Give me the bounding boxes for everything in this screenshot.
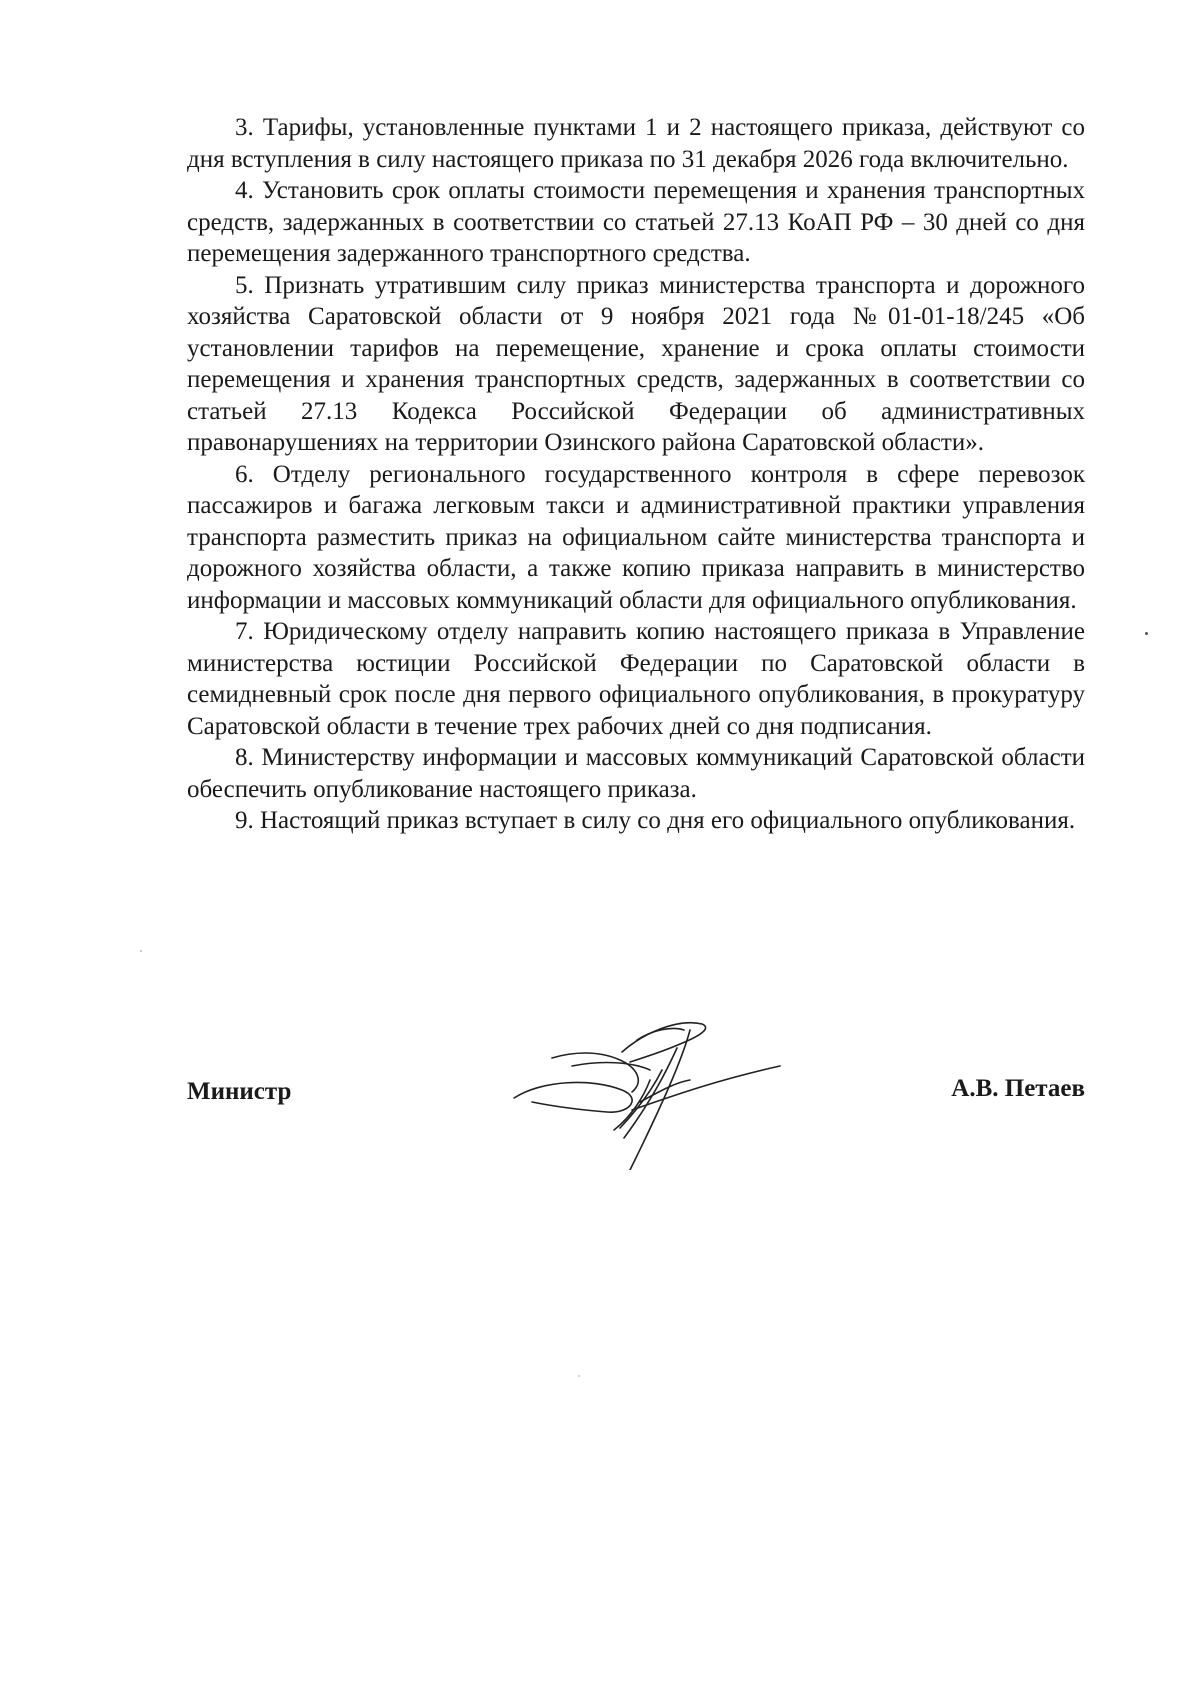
paragraph-8: 8. Министерству информации и массовых коммуникаций Саратовской области обеспечить опубликование настоящего приказа.	[187, 744, 1085, 803]
scan-speck	[140, 950, 142, 952]
paragraph-5: 5. Признать утратившим силу приказ министерства транспорта и дорожного хозяйства Саратовской области от 9 ноября 2021 года №01-01-18/245 «Об установлении тарифов на перемещение, хранение и срока оплаты стоимости перемещения и хранения транспортных средств, задержанных в соответствии со статьей 27.13 Кодекса Российской Федерации об административных правонарушениях на территории Озинского района Саратовской области».	[187, 271, 1085, 456]
paragraph-9: 9. Настоящий приказ вступает в силу со дня его официального опубликования.	[235, 807, 1076, 834]
scan-speck	[1145, 632, 1148, 635]
signatory-name: А.В. Петаев	[951, 1075, 1085, 1102]
signature-block	[187, 1010, 1085, 1170]
document-body	[187, 112, 1085, 837]
paragraph-6: 6. Отделу регионального государственного контроля в сфере перевозок пассажиров и багажа легковым такси и административной практики управления транспорта разместить приказ на официальном сайте министерства транспорта и дорожного хозяйства области, а также копию приказа направить в министерство информации и массовых коммуникаций области для официального опубликования.	[187, 460, 1085, 614]
handwritten-signature	[512, 1010, 782, 1170]
paragraph-3: 3. Тарифы, установленные пунктами 1 и 2 настоящего приказа, действуют со дня вступления в силу настоящего приказа по 31 декабря 2026 года включительно.	[187, 114, 1085, 173]
paragraph-4: 4. Установить срок оплаты стоимости перемещения и хранения транспортных средств, задержанных в соответствии со статьей 27.13 КоАП РФ – 30 дней со дня перемещения задержанного транспортного средства.	[187, 177, 1085, 267]
scan-speck	[578, 1375, 580, 1377]
paragraph-7: 7. Юридическому отделу направить копию настоящего приказа в Управление министерства юстиции Российской Федерации по Саратовской области в семидневный срок после дня первого официального опубликования, в прокуратуру Саратовской области в течение трех рабочих дней со дня подписания.	[187, 618, 1085, 740]
signatory-position: Министр	[187, 1078, 292, 1105]
